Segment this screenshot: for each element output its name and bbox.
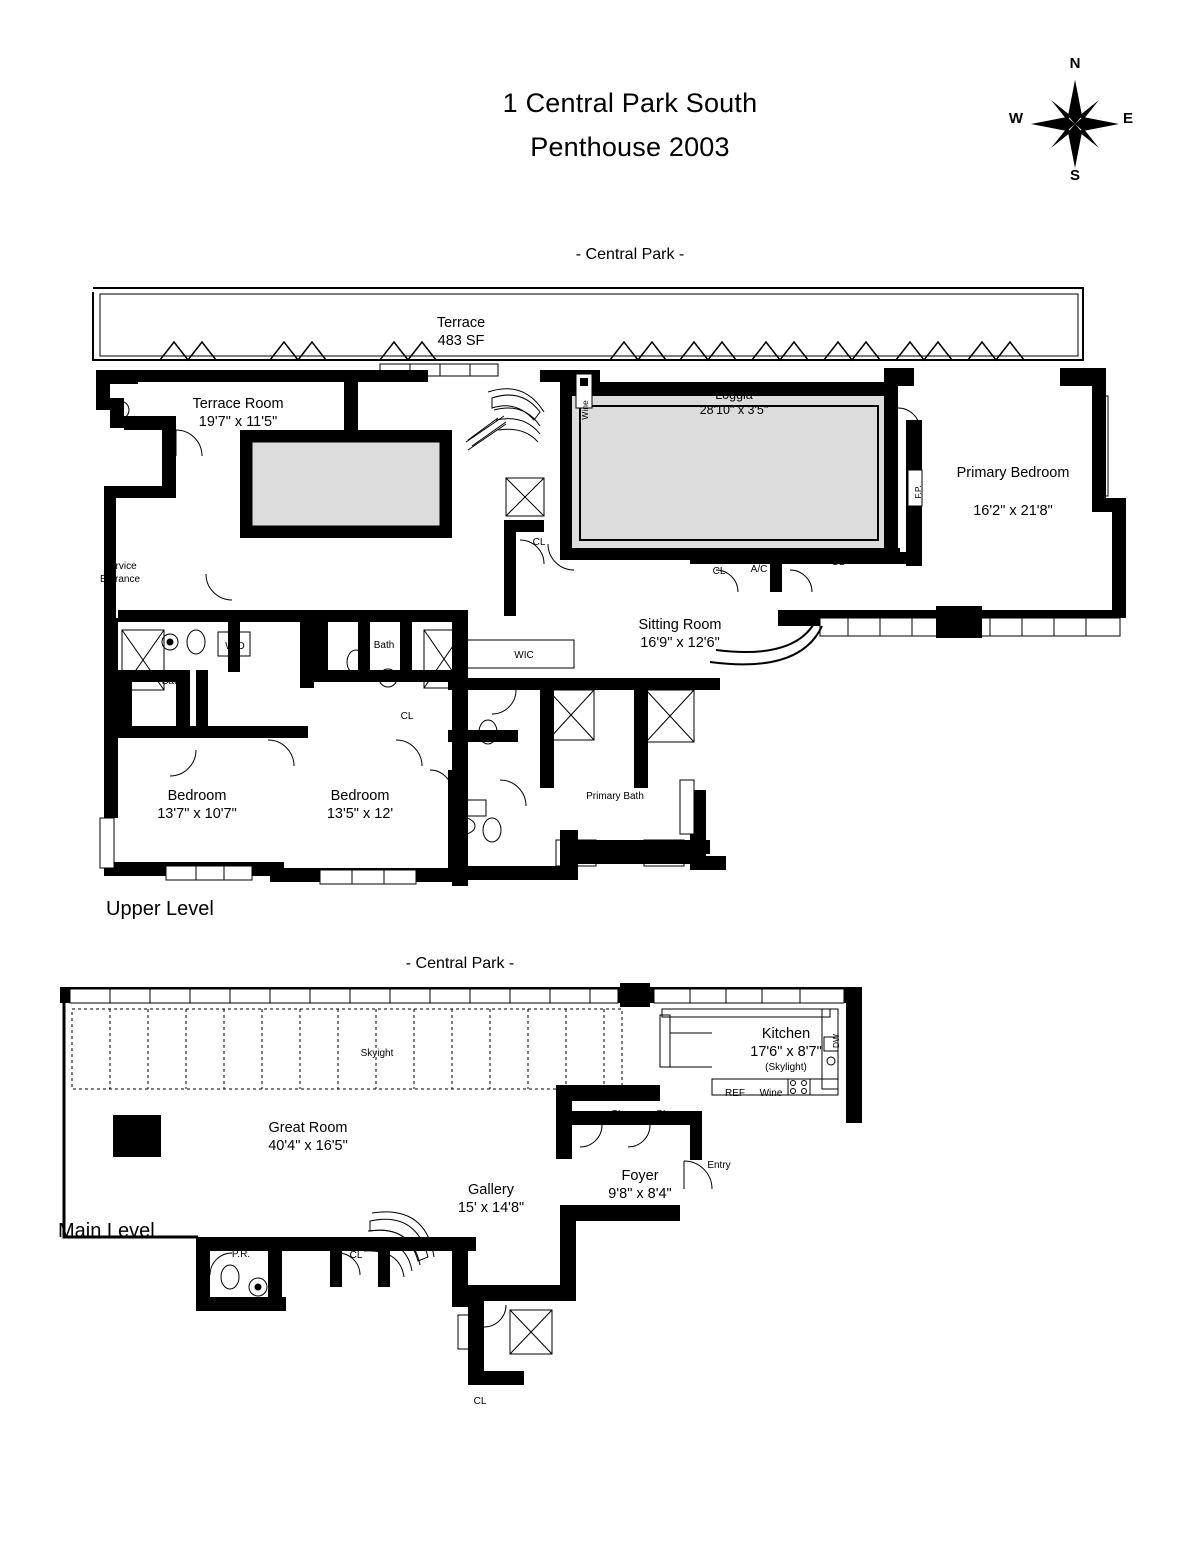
room-bedroom2-dims: 13'5" x 12' [326,806,394,822]
compass-south-label: S [1069,167,1081,184]
room-bedroom1-dims: 13'7" x 10'7" [157,806,237,822]
room-great-room-name: Great Room [268,1120,348,1136]
closet-label-5: CL [400,711,414,722]
ac-label: A/C [750,564,768,575]
room-sitting-room-name: Sitting Room [638,617,722,633]
room-loggia-dims: 28'10" x 3'5" [699,403,769,417]
closet-label-2: CL [712,566,726,577]
room-bedroom1-name: Bedroom [167,788,227,804]
entry-label: Entry [707,1160,731,1171]
room-kitchen-dims: 17'6" x 8'7" [750,1044,822,1060]
dishwasher-label: DW [830,1033,841,1049]
room-terrace-area: 483 SF [437,333,485,349]
skylight-label: Skyight [360,1048,394,1059]
page-title-line1: 1 Central Park South [502,88,758,118]
upper-level-label: Upper Level [106,898,214,920]
main-closet-label-1: CL [610,1109,624,1120]
wine-label-upper: Wine [579,400,590,420]
main-central-park-label: - Central Park - [405,955,515,972]
room-bedroom2-name: Bedroom [330,788,390,804]
refrigerator-label: REF [725,1088,745,1099]
room-kitchen-name: Kitchen [761,1026,811,1042]
room-wic-label: WIC [514,650,534,661]
closet-label-6: CL [454,766,468,777]
room-primary-bedroom-dims: 16'2" x 21'8" [973,503,1053,519]
closet-label-3: CL [831,557,845,568]
main-closet-label-3: CL [349,1250,363,1261]
room-gallery-name: Gallery [468,1182,514,1198]
compass-west-label: W [1008,110,1024,127]
room-foyer-dims: 9'8" x 8'4" [608,1186,672,1202]
main-closet-label-2: CL [655,1109,669,1120]
compass-east-label: E [1122,110,1134,127]
room-wd-label: W/D [225,641,245,652]
closet-label-1: CL [532,537,546,548]
compass-north-label: N [1069,55,1081,72]
service-entrance-label-line2: Entrance [99,574,141,585]
room-great-room-dims: 40'4" x 16'5" [268,1138,348,1154]
main-closet-label-4: CL [473,1396,487,1407]
room-terrace-room-name: Terrace Room [192,396,284,412]
wine-label-main: Wine [759,1088,783,1099]
room-kitchen-note: (Skylight) [765,1062,807,1073]
room-terrace-room-dims: 19'7" x 11'5" [198,414,278,430]
fireplace-label: F.P. [912,485,923,499]
room-foyer-name: Foyer [621,1168,659,1184]
powder-room-label: P.R. [231,1249,251,1260]
main-level-floorplan [0,975,1200,1435]
closet-label-4: CL [177,730,191,741]
room-gallery-dims: 15' x 14'8" [457,1200,525,1216]
room-sitting-room-dims: 16'9" x 12'6" [640,635,720,651]
room-primary-bath-label: Primary Bath [586,791,644,802]
room-loggia-name: Loggia [715,388,753,402]
room-terrace-name: Terrace [436,315,486,331]
room-bath-left-label: Bath [161,676,183,687]
room-primary-bedroom-name1: Primary Bedroom [956,465,1070,481]
room-bath-mid-label: Bath [373,640,395,651]
page-title-line2: Penthouse 2003 [530,132,730,162]
main-level-label: Main Level [58,1220,155,1242]
upper-central-park-label: - Central Park - [575,246,685,263]
service-entrance-label-line1: Service [103,561,137,572]
